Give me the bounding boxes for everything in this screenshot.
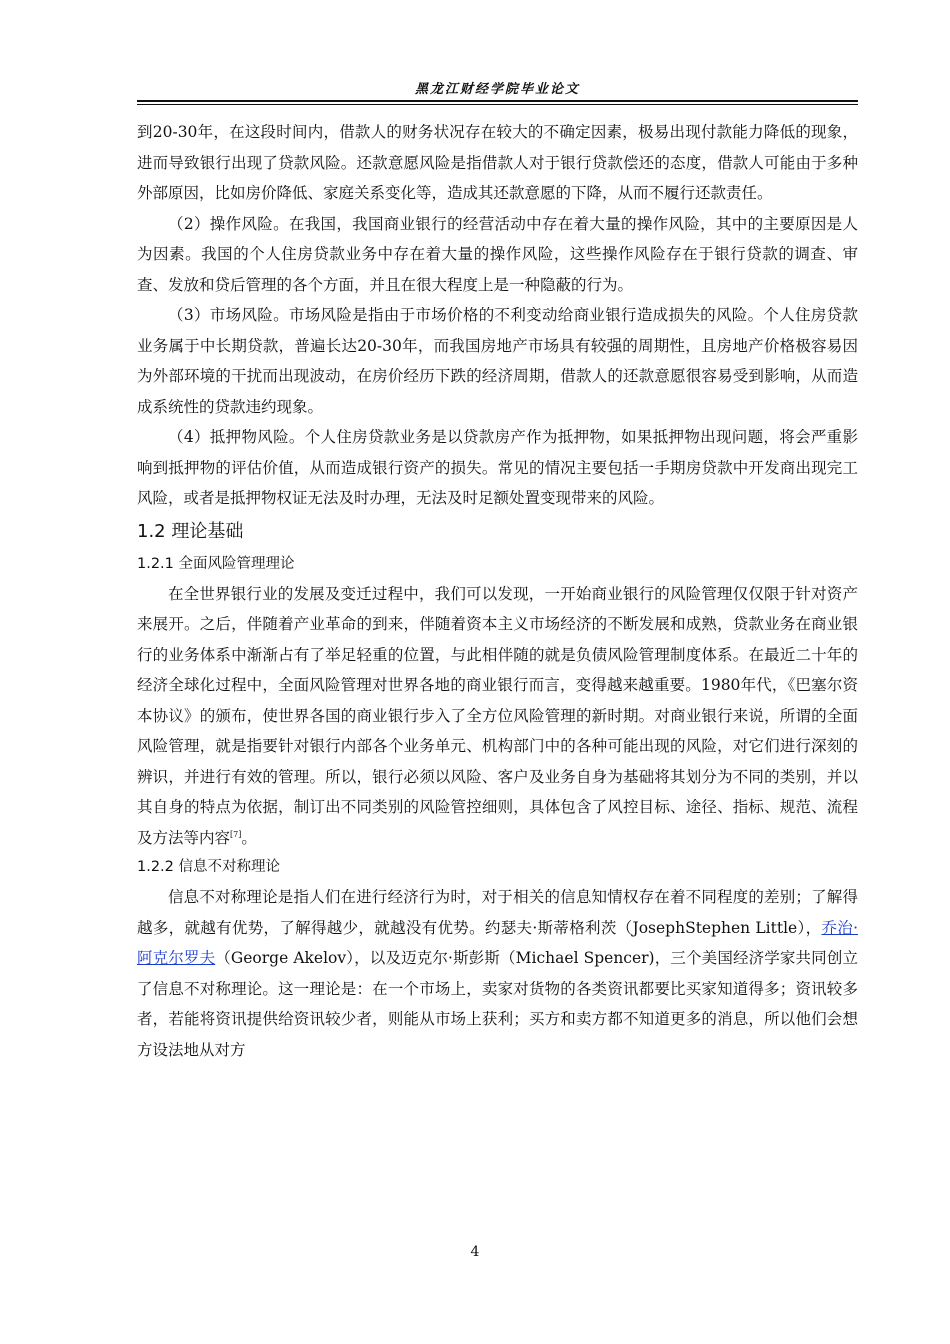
subsection-heading-1-2-1: 1.2.1 全面风险管理理论 <box>137 555 295 572</box>
paragraph-intro: 到20-30年，在这段时间内，借款人的财务状况存在较大的不确定因素，极易出现付款能力降低的现象，进而导致银行出现了贷款风险。还款意愿风险是指借款人对于银行贷款偿还的态度，借款人可能由于多种外部原因，比如房价降低、家庭关系变化等，造成其还款意愿的下降，从而不履行还款责任。 <box>137 123 858 202</box>
paragraph-info-text-b: （George Akelov），以及迈克尔·斯彭斯（Michael Spencer)，三个美国经济学家共同创立了信息不对称理论。这一理论是：在一个市场上，卖家对货物的各类资讯都要比买家知道得多；资讯较多者，若能将资讯提供给资讯较少者，则能从市场上获利；买方和卖方都不知道更多的消息，所以他们会想方设法地从对方 <box>137 949 858 1059</box>
paragraph-info-asymmetry <box>137 882 858 1065</box>
paragraph-info-text-a: 信息不对称理论是指人们在进行经济行为时，对于相关的信息知情权存在着不同程度的差别；了解得越多，就越有优势，了解得越少，就越没有优势。约瑟夫·斯蒂格利茨（JosephStephen Little）， <box>137 888 858 937</box>
paragraph-erm <box>137 579 858 854</box>
hyperlink-george-akerlof[interactable]: 乔治·阿克尔罗夫 <box>137 918 858 967</box>
paragraph-market-risk: （3）市场风险。市场风险是指由于市场价格的不利变动给商业银行造成损失的风险。个人住房贷款业务属于中长期贷款，普遍长达20-30年，而我国房地产市场具有较强的周期性，且房地产价格极容易因为外部环境的干扰而出现波动，在房价经历下跌的经济周期，借款人的还款意愿很容易受到影响，从而造成系统性的贷款违约现象。 <box>137 306 858 416</box>
paragraph-operational-risk: （2）操作风险。在我国，我国商业银行的经营活动中存在着大量的操作风险，其中的主要原因是人为因素。我国的个人住房贷款业务中存在着大量的操作风险，这些操作风险存在于银行贷款的调查、审查、发放和贷后管理的各个方面，并且在很大程度上是一种隐蔽的行为。 <box>137 214 858 294</box>
section-heading-1-2: 1.2 理论基础 <box>137 520 244 542</box>
header-rule <box>137 100 858 102</box>
page-content <box>137 117 858 1065</box>
citation-7: [7] <box>230 829 242 839</box>
paragraph-erm-end: 。 <box>241 828 257 847</box>
page-number: 4 <box>470 1244 480 1260</box>
page-header: 黑龙江财经学院毕业论文 <box>414 82 580 97</box>
subsection-heading-1-2-2: 1.2.2 信息不对称理论 <box>137 859 281 875</box>
header-rule-thin <box>137 104 858 105</box>
paragraph-collateral-risk: （4）抵押物风险。个人住房贷款业务是以贷款房产作为抵押物，如果抵押物出现问题，将会严重影响到抵押物的评估价值，从而造成银行资产的损失。常见的情况主要包括一手期房贷款中开发商出现完工风险，或者是抵押物权证无法及时办理，无法及时足额处置变现带来的风险。 <box>137 428 858 507</box>
paragraph-erm-text: 在全世界银行业的发展及变迁过程中，我们可以发现，一开始商业银行的风险管理仅仅限于针对资产来展开。之后，伴随着产业革命的到来，伴随着资本主义市场经济的不断发展和成熟，贷款业务在商业银行的业务体系中渐渐占有了举足轻重的位置，与此相伴随的就是负债风险管理制度体系。在最近二十年的经济全球化过程中，全面风险管理对世界各地的商业银行而言，变得越来越重要。1980年代，《巴塞尔资本协议》的颁布，使世界各国的商业银行步入了全方位风险管理的新时期。对商业银行来说，所谓的全面风险管理，就是指要针对银行内部各个业务单元、机构部门中的各种可能出现的风险，对它们进行深刻的辨识，并进行有效的管理。所以，银行必须以风险、客户及业务自身为基础将其划分为不同的类别，并以其自身的特点为依据，制订出不同类别的风险管控细则，具体包含了风控目标、途径、指标、规范、流程及方法等内容 <box>137 584 858 847</box>
